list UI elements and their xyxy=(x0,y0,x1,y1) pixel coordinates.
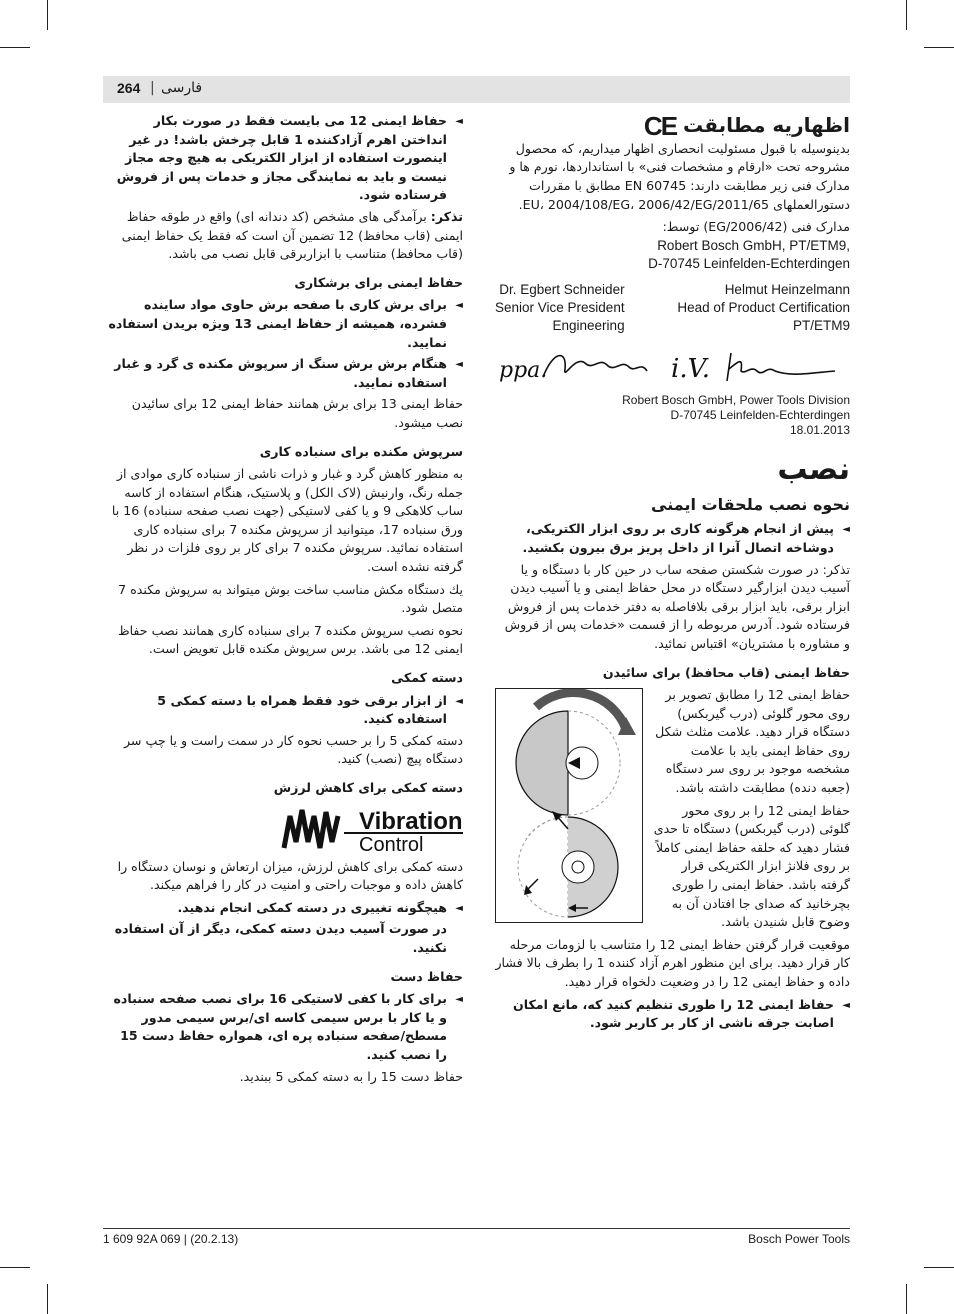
guard-diagram-icon xyxy=(496,689,642,922)
hand-guard-text: حفاظ دست 15 را به دسته کمکی 5 ببندید. xyxy=(239,1068,463,1084)
crop-mark xyxy=(906,0,907,30)
conformity-title-text: اظهاریه مطابقت xyxy=(683,113,850,137)
guard-mounting-illustration xyxy=(495,688,643,923)
declaration-date: 18.01.2013 xyxy=(789,422,850,437)
heading-aux-handle: دسته کمکی xyxy=(391,670,463,686)
note-coding-text: برآمدگی های مشخص (کد دندانه ای) واقع در طوقه حفاظ ایمنی (قاب محافظ) 12 تضمین آن است که فقط یک حفاظ ایمنی (قاب محافظ) متناسب با ابزاربرقی قابل نصب می باشد. xyxy=(121,208,463,262)
extraction-hood-text-2: یك دستگاه مکش مناسب ساخت بوش میتواند به سرپوش مکنده 7 متصل شود. xyxy=(118,581,463,616)
address-line-2: D-70745 Leinfelden-Echterdingen xyxy=(648,255,850,271)
warning-unplug: ◄ پیش از انجام هرگونه کاری بر روی ابزار الکتریکی، دوشاخه اتصال آنرا از داخل پریز برق بیرون بکشید. xyxy=(495,520,850,557)
ce-mark-icon: CE xyxy=(643,111,677,142)
signature-icon xyxy=(495,341,850,393)
crop-mark xyxy=(924,47,954,48)
address-line-1: Robert Bosch GmbH, PT/ETM9, xyxy=(657,237,850,253)
signature-prefix-a: ppa. xyxy=(499,357,548,383)
warning-stone-cutting: ◄ هنگام برش برش سنگ از سرپوش مکنده ی گرد و غبار استفاده نمایید. xyxy=(106,355,463,392)
page-number: 264 xyxy=(117,80,141,96)
signatory-name: Dr. Egbert Schneider xyxy=(499,281,625,297)
warning-cutting-guard: ◄ برای برش کاری با صفحه برش حاوی مواد ساینده فشرده، همیشه از حفاظ ایمنی 13 ویژه بریدن استفاده نمایید. xyxy=(106,296,463,352)
note-label: تذکر: xyxy=(430,208,463,224)
crop-mark xyxy=(924,1267,954,1268)
grinding-guard-text-1: حفاظ ایمنی 12 را مطابق تصویر بر روی محور گلوئی (درب گیربکس) دستگاه قرار دهید. علامت مثلث شکل روی حفاظ ایمنی باید با علامت مشخصه موجود بر روی سر دستگاه (جعبه دنده) مطابقت داشته باشد. xyxy=(655,687,850,796)
vibration-handle-text: دسته کمکی برای کاهش لرزش، میزان ارتعاش و نوسان دستگاه را کاهش داده و موجبات راحتی و امنیت در کار را فراهم میکند. xyxy=(117,858,463,893)
handwritten-signatures xyxy=(495,341,850,393)
warning-no-modification: ◄ هیچگونه تغییری در دسته کمکی انجام ندهید. xyxy=(106,899,463,918)
crop-mark xyxy=(47,1284,48,1314)
control-word: Control xyxy=(359,833,424,854)
vibration-wave-icon xyxy=(106,802,463,854)
footer-rule xyxy=(103,1228,850,1229)
extraction-hood-text-1: به منظور کاهش گرد و غبار و ذرات ناشی از سنباده کاری موادی از جمله رنگ، وارنیش (لاک الکل) و پلاستیک، هنگام استفاده از کاسه ساب کلاهکی 9 و یا کفی لاستیکی (جهت نصب صفحه سنباده) 16 با ورق سنباده 17، میتوانید از سرپوش مکنده 7 برای سنباده کاری استفاده نمائید. سرپوش مکنده 7 برای کار بر روی فلزات در نظر گرفته نشده است. xyxy=(111,466,463,575)
vibration-control-logo xyxy=(106,802,463,854)
heading-cutting-guard: حفاظ ایمنی برای برشکاری xyxy=(294,274,463,290)
header-separator: | xyxy=(150,80,155,96)
note-breakage: تذکر: در صورت شکستن صفحه ساب در حین کار با دستگاه و یا آسیب دیدن ابزارگیر دستگاه در محل حفاظ ایمنی و یا آسیب دیدن ابزار برقی، باید ابزار برقی بلافاصله به دفتر خدمات پس از فروش فرستاده شود. آدرس مربوطه را از قسمت «خدمات پس از فروش و مشاوره با مشتریان» اقتباس نمائید. xyxy=(504,561,850,651)
division-line-2: D-70745 Leinfelden-Echterdingen xyxy=(670,407,850,422)
cutting-guard-text: حفاظ ایمنی 13 برای برش همانند حفاظ ایمنی 12 برای سائیدن نصب میشود. xyxy=(131,396,463,430)
grinding-guard-section xyxy=(495,686,850,936)
crop-mark xyxy=(47,0,48,30)
signatories xyxy=(495,281,850,335)
crop-mark xyxy=(0,47,30,48)
note-coding xyxy=(106,208,463,264)
header-language: فارسی xyxy=(161,80,203,96)
footer-brand: Bosch Power Tools xyxy=(748,1232,850,1246)
conformity-title xyxy=(495,111,850,142)
warning-hand-guard: ◄ برای کار با کفی لاستیکی 16 برای نصب صفحه سنباده و یا کار با برس سیمی کاسه ای/برس سیمی مدور مسطح/صفحه سنباده پره ای، همواره حفاظ دست 15 را نصب کنید. xyxy=(106,990,463,1064)
signatory-heinzelmann xyxy=(677,281,850,335)
heading-extraction-hood: سرپوش مکنده برای سنباده کاری xyxy=(259,443,463,459)
division-line-1: Robert Bosch GmbH, Power Tools Division xyxy=(622,392,850,407)
crop-mark xyxy=(906,1284,907,1314)
grinding-guard-text-2: حفاظ ایمنی 12 را بر روی محور گلوئی (درب گیربکس) دستگاه تا حدی فشار دهید که حلقه حفاظ ایمنی کاملاً بر روی فلانژ ابزار الکتریکی قرار گرفته باشد. حفاظ ایمنی را طوری بچرخانید که صدای جا افتادن آن به وضوح قابل شنیدن باشد. xyxy=(653,802,850,930)
crop-mark xyxy=(0,1267,30,1268)
signatory-schneider xyxy=(495,281,625,335)
grinding-guard-text-3: موقعیت قرار گرفتن حفاظ ایمنی 12 را متناسب با لزومات مرحله کار قرار دهید. برای این منظور اهرم آزاد کننده 1 را بطرف بالا فشار داده و حفاظ ایمنی 12 را در وضعیت دلخواه قرار دهید. xyxy=(495,936,850,990)
signatory-name: Helmut Heinzelmann xyxy=(724,281,850,297)
heading-hand-guard: حفاظ دست xyxy=(390,968,463,984)
signatory-title: Head of Product Certification xyxy=(677,299,850,315)
warning-damaged-handle: در صورت آسیب دیدن دسته کمکی، دیگر از آن استفاده نکنید. xyxy=(114,921,447,955)
signatory-title: Senior Vice President xyxy=(495,299,625,315)
conformity-text: بدینوسیله با قبول مسئولیت انحصاری اظهار میداریم، که محصول مشروحه تحت «ارقام و مشخصات فنی» با استانداردها، نورم ها و مدارک فنی زیر مطابقت دارند: EN 60745 مطابق با مقررات دستورالعملهای 2011/65/EU، 2004/108/EG، 2006/42/EG. xyxy=(509,140,850,212)
warning-adjust-guard: ◄ حفاظ ایمنی 12 را طوری تنظیم کنید که، مانع امکان اصابت جرقه ناشی از کار بر کاربر شود. xyxy=(495,996,850,1033)
extraction-hood-text-3: نحوه نصب سرپوش مکنده 7 برای سنباده کاری همانند نصب حفاظ ایمنی 12 می باشد. برس سرپوش مکنده قابل تعویض است. xyxy=(117,622,463,657)
signature-prefix-b: i.V. xyxy=(671,353,711,384)
signatory-title: PT/ETM9 xyxy=(792,317,850,333)
page-header xyxy=(103,76,850,103)
left-column xyxy=(106,112,463,1090)
right-column xyxy=(495,112,850,1036)
heading-vibration-handle: دسته کمکی برای کاهش لرزش xyxy=(273,780,463,795)
warning-aux-handle: ◄ از ابزار برقی خود فقط همراه با دسته کمکی 5 استفاده کنید. xyxy=(106,692,463,729)
warning-release-lever: ◄ حفاظ ایمنی 12 می بایست فقط در صورت بکار انداختن اهرم آزادکننده 1 قابل چرخش باشد! در غیر اینصورت استفاده از ابزار الکتریکی به هیچ وجه مجاز نیست و باید به نمایندگی مجاز و خدمات پس از فروش فرستاده شود. xyxy=(106,112,463,205)
vibration-word: Vibration xyxy=(359,807,463,835)
technical-file-label: مدارک فنی (2006/42/EG) توسط: xyxy=(662,219,850,235)
heading-grinding-guard: حفاظ ایمنی (قاب محافظ) برای سائیدن xyxy=(602,664,850,680)
installation-title: نصب xyxy=(777,451,850,487)
footer-doc-id: 1 609 92A 069 | (20.2.13) xyxy=(103,1232,239,1246)
aux-handle-text: دسته کمکی 5 را بر حسب نحوه کار در سمت راست و یا چپ سر دستگاه پیچ (نصب) کنید. xyxy=(123,732,463,767)
signatory-title: Engineering xyxy=(552,317,625,333)
safety-devices-title: نحوه نصب ملحقات ایمنی xyxy=(651,494,850,514)
